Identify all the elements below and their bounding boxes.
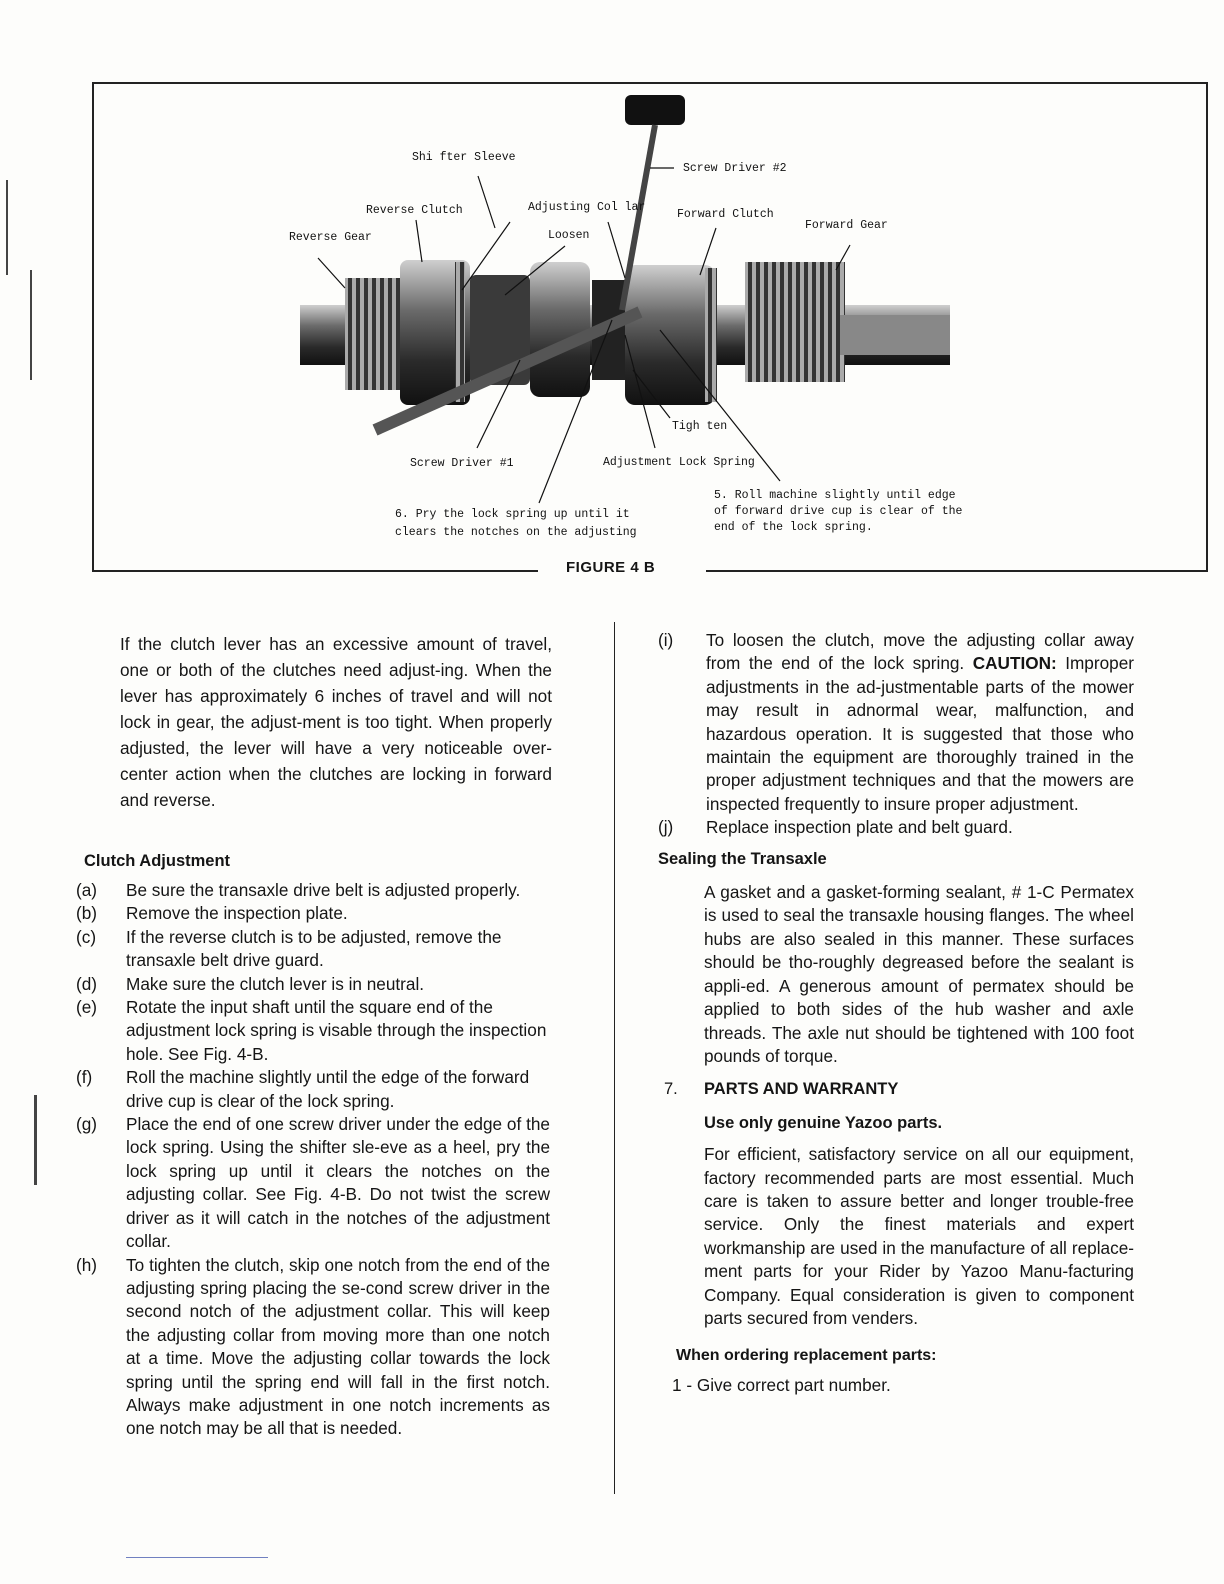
- item-tag: (g): [76, 1114, 98, 1135]
- parts-text: For efficient, satisfactory service on all our equipment, factory recommended parts are most essential. Much care is taken to assure better and longer trouble-free service. Only the finest materials and expert workmanship are used in the manufacture of all replace-ment parts for your Rider by Yazoo Manu-facturing Company. Equal consideration is given to component parts secured from venders.: [704, 1144, 1134, 1328]
- item-tag: (d): [76, 973, 98, 994]
- transaxle-shaft-illustration: [0, 0, 1224, 600]
- label-step5-line3: end of the lock spring.: [714, 521, 873, 534]
- column-divider: [614, 622, 615, 1494]
- caution-label: CAUTION:: [972, 653, 1057, 674]
- sealing-text: A gasket and a gasket-forming sealant, # 1-C Permatex is used to seal the transaxle housing flanges. The wheel hubs are also sealed in this manner. These surfaces should be tho-roughly degreased before the sealant is appli-ed. A generous amount of permatex should be applied to both sides of the hub washer and axle threads. The axle nut should be tightened with 100 foot pounds of torque.: [704, 882, 1134, 1066]
- item-tag: (b): [76, 903, 98, 924]
- label-step5-line1: 5. Roll machine slightly until edge: [714, 489, 956, 502]
- list-item: (b) Remove the inspection plate.: [76, 902, 550, 925]
- ordering-heading: When ordering replacement parts:: [676, 1347, 937, 1365]
- footer-rule: [126, 1557, 268, 1558]
- label-screw-driver-2: Screw Driver #2: [683, 162, 787, 175]
- label-tighten: Tigh ten: [672, 420, 728, 433]
- scan-mark: [6, 180, 8, 275]
- scan-mark: [30, 270, 32, 380]
- item-tag: (e): [76, 997, 98, 1018]
- label-step6-line2: clears the notches on the adjusting: [395, 526, 637, 539]
- list-item: (f) Roll the machine slightly until the edge of the forward drive cup is clear of the lock spring.: [76, 1067, 530, 1111]
- label-loosen: Loosen: [548, 229, 590, 242]
- label-step5-line2: of forward drive cup is clear of the: [714, 505, 963, 518]
- list-item: (a) Be sure the transaxle drive belt is adjusted properly.: [76, 879, 550, 902]
- screw-driver-2-handle: [625, 95, 685, 125]
- list-item: (h) To tighten the clutch, skip one notch from the end of the adjusting spring placing the se-cond screw driver in the second notch of the adjustment collar. This will keep the adjusting collar from moving more than one notch at a time. Move the adjusting collar towards the lock spring until the spring end will fall in the first notch. Always make adjustment in one notch increments as one notch may be all that is needed.: [76, 1254, 550, 1439]
- label-adjustment-lock-spring: Adjustment Lock Spring: [603, 456, 755, 469]
- right-column: [658, 629, 1134, 1397]
- sealing-heading: Sealing the Transaxle: [658, 849, 827, 868]
- forward-gear: [745, 262, 845, 382]
- label-adjusting-collar: Adjusting Col lar: [528, 201, 646, 214]
- item-tag: (c): [76, 926, 97, 947]
- label-screw-driver-1: Screw Driver #1: [410, 457, 514, 470]
- figure-caption: FIGURE 4 B: [566, 559, 656, 576]
- label-step6-line1: 6. Pry the lock spring up until it: [395, 508, 630, 521]
- genuine-parts-heading: Use only genuine Yazoo parts.: [704, 1113, 943, 1132]
- section-title: PARTS AND WARRANTY: [704, 1080, 899, 1099]
- list-item: (c) If the reverse clutch is to be adjusted, remove the transaxle belt drive guard.: [76, 926, 502, 971]
- list-item-i: [658, 629, 1134, 816]
- section-number: 7.: [664, 1080, 678, 1099]
- ordering-item: 1 - Give correct part number.: [672, 1374, 891, 1395]
- parts-warranty-heading: [658, 1078, 1134, 1101]
- list-item-j: (j) Replace inspection plate and belt guard.: [658, 816, 1134, 839]
- item-tag: (j): [658, 817, 674, 838]
- adjusting-collar: [530, 262, 590, 397]
- item-tag: (f): [76, 1067, 93, 1088]
- label-shifter-sleeve: Shi fter Sleeve: [412, 151, 516, 164]
- list-item: (d) Make sure the clutch lever is in neutral.: [76, 973, 550, 996]
- label-forward-gear: Forward Gear: [805, 219, 888, 232]
- item-tag: (i): [658, 630, 674, 650]
- clutch-adjustment-list: [76, 879, 550, 1441]
- list-item: (e) Rotate the input shaft until the square end of the adjustment lock spring is visable through the inspection hole. See Fig. 4-B.: [76, 997, 547, 1064]
- reverse-gear: [345, 278, 405, 390]
- clutch-adjustment-heading: Clutch Adjustment: [84, 852, 231, 870]
- scan-mark: [34, 1095, 37, 1185]
- label-forward-clutch: Forward Clutch: [677, 208, 774, 221]
- item-tag: (a): [76, 880, 98, 900]
- label-reverse-gear: Reverse Gear: [289, 231, 372, 244]
- item-i-text: To loosen the clutch, move the adjusting collar away from the end of the lock spring.: [706, 630, 1134, 674]
- item-tag: (h): [76, 1254, 98, 1275]
- label-reverse-clutch: Reverse Clutch: [366, 204, 463, 217]
- list-item: (g) Place the end of one screw driver under the edge of the lock spring. Using the shifter sle-eve as a heel, pry the lock spring up until it clears the notches on the adjusting collar. See Fig. 4-B. Do not twist the screw driver as it will catch in the notches of the adjustment collar.: [76, 1114, 550, 1252]
- caution-text: Improper adjustments in the ad-justmentable parts of the mower may result in adnormal wear, malfunction, and hazardous operation. It is suggested that those who maintain the equipment are thoroughly trained in the proper adjustment techniques and that the mowers are inspected frequently to insure proper adjustment.: [706, 653, 1134, 814]
- intro-paragraph: If the clutch lever has an excessive amount of travel, one or both of the clutches need adjust-ing. When the lever has approximately 6 inches of travel and will not lock in gear, the adjust-ment is too tight. When properly adjusted, the lever will have a very noticeable over-center action when the clutches are locking in forward and reverse.: [120, 634, 552, 810]
